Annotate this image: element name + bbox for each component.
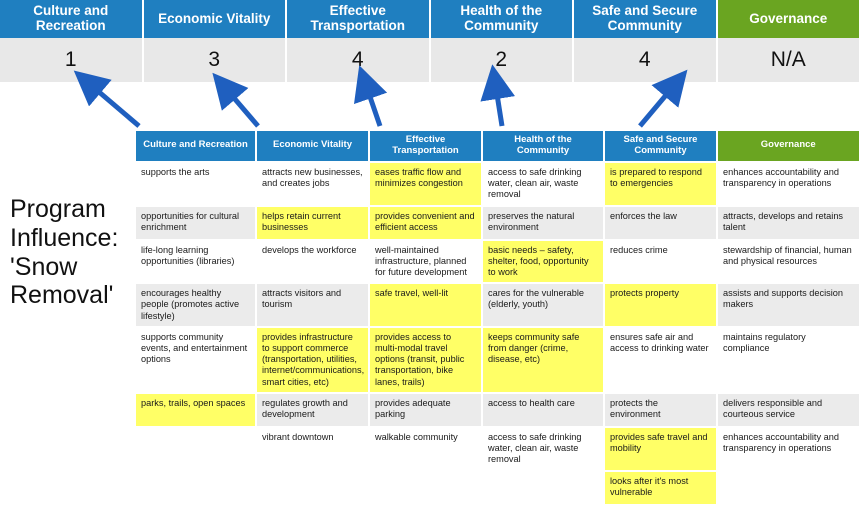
matrix-cell: enforces the law bbox=[604, 206, 717, 240]
matrix-header-governance: Governance bbox=[717, 131, 859, 162]
matrix-cell: life-long learning opportunities (libraries) bbox=[136, 240, 256, 284]
table-row bbox=[136, 327, 859, 393]
matrix-cell: develops the workforce bbox=[256, 240, 369, 284]
program-influence-line-4: Removal' bbox=[10, 281, 114, 310]
table-row bbox=[136, 393, 859, 427]
matrix-cell: regulates growth and development bbox=[256, 393, 369, 427]
matrix-cell: opportunities for cultural enrichment bbox=[136, 206, 256, 240]
matrix-cell: keeps community safe from danger (crime, disease, etc) bbox=[482, 327, 604, 393]
scorecard-header-row bbox=[0, 0, 859, 38]
matrix-cell: encourages healthy people (promotes active lifestyle) bbox=[136, 283, 256, 327]
matrix-cell bbox=[136, 427, 256, 471]
matrix-cell: reduces crime bbox=[604, 240, 717, 284]
arrow-health-of-the-community bbox=[496, 88, 502, 126]
score-economic-vitality: 3 bbox=[144, 38, 288, 82]
matrix-cell bbox=[136, 471, 256, 505]
program-influence-line-1: Program bbox=[10, 195, 106, 223]
matrix-cell: parks, trails, open spaces bbox=[136, 393, 256, 427]
matrix-cell: vibrant downtown bbox=[256, 427, 369, 471]
scorecard-strip bbox=[0, 0, 859, 82]
program-influence-line-2: Influence: bbox=[10, 223, 119, 252]
matrix-cell: enhances accountability and transparency in operations bbox=[717, 162, 859, 206]
influence-matrix-table bbox=[136, 131, 860, 506]
matrix-header-health-of-the-community: Health of the Community bbox=[482, 131, 604, 162]
matrix-cell: enhances accountability and transparency in operations bbox=[717, 427, 859, 471]
matrix-body bbox=[136, 162, 859, 505]
score-safe-and-secure-community: 4 bbox=[574, 38, 718, 82]
matrix-cell bbox=[256, 471, 369, 505]
arrow-safe-and-secure-community bbox=[640, 88, 672, 126]
matrix-header-effective-transportation: Effective Transportation bbox=[369, 131, 482, 162]
matrix-cell: attracts, develops and retains talent bbox=[717, 206, 859, 240]
scorecard-header-culture-and-recreation: Culture and Recreation bbox=[0, 0, 144, 38]
scorecard-header-effective-transportation: Effective Transportation bbox=[287, 0, 431, 38]
program-influence-label bbox=[10, 195, 135, 310]
matrix-cell: assists and supports decision makers bbox=[717, 283, 859, 327]
table-row bbox=[136, 206, 859, 240]
matrix-cell: looks after it's most vulnerable bbox=[604, 471, 717, 505]
scorecard-score-row bbox=[0, 38, 859, 82]
matrix-header-safe-and-secure-community: Safe and Secure Community bbox=[604, 131, 717, 162]
scorecard-header-health-of-the-community: Health of the Community bbox=[431, 0, 575, 38]
matrix-cell: well-maintained infrastructure, planned for future development bbox=[369, 240, 482, 284]
matrix-cell: provides access to multi-modal travel options (transit, public transportation, bike lanes, trails) bbox=[369, 327, 482, 393]
matrix-cell: basic needs – safety, shelter, food, opportunity to work bbox=[482, 240, 604, 284]
matrix-cell: safe travel, well-lit bbox=[369, 283, 482, 327]
matrix-cell bbox=[717, 471, 859, 505]
score-health-of-the-community: 2 bbox=[431, 38, 575, 82]
matrix-cell: helps retain current businesses bbox=[256, 206, 369, 240]
score-effective-transportation: 4 bbox=[287, 38, 431, 82]
program-influence-line-3: 'Snow bbox=[10, 252, 78, 281]
matrix-cell: provides safe travel and mobility bbox=[604, 427, 717, 471]
arrow-effective-transportation bbox=[367, 88, 380, 126]
table-row bbox=[136, 471, 859, 505]
matrix-cell: access to safe drinking water, clean air, waste removal bbox=[482, 162, 604, 206]
table-row bbox=[136, 427, 859, 471]
arrow-economic-vitality bbox=[228, 91, 258, 126]
scorecard-header-governance: Governance bbox=[718, 0, 860, 38]
score-culture-and-recreation: 1 bbox=[0, 38, 144, 82]
matrix-cell: cares for the vulnerable (elderly, youth) bbox=[482, 283, 604, 327]
matrix-cell: protects the environment bbox=[604, 393, 717, 427]
matrix-cell: stewardship of financial, human and physical resources bbox=[717, 240, 859, 284]
table-row bbox=[136, 283, 859, 327]
matrix-cell: maintains regulatory compliance bbox=[717, 327, 859, 393]
matrix-cell: access to health care bbox=[482, 393, 604, 427]
matrix-cell: provides infrastructure to support commerce (transportation, utilities, internet/communications, smart cities, etc) bbox=[256, 327, 369, 393]
arrow-group bbox=[0, 78, 859, 133]
matrix-header-row bbox=[136, 131, 859, 162]
matrix-cell bbox=[482, 471, 604, 505]
matrix-header-culture-and-recreation: Culture and Recreation bbox=[136, 131, 256, 162]
matrix-header-economic-vitality: Economic Vitality bbox=[256, 131, 369, 162]
score-governance: N/A bbox=[770, 48, 806, 71]
scorecard-header-economic-vitality: Economic Vitality bbox=[144, 0, 288, 38]
matrix-cell: attracts new businesses, and creates jobs bbox=[256, 162, 369, 206]
matrix-cell: walkable community bbox=[369, 427, 482, 471]
matrix-cell: eases traffic flow and minimizes congestion bbox=[369, 162, 482, 206]
matrix-cell: protects property bbox=[604, 283, 717, 327]
table-row bbox=[136, 240, 859, 284]
influence-matrix bbox=[136, 131, 859, 506]
matrix-cell: ensures safe air and access to drinking water bbox=[604, 327, 717, 393]
matrix-cell: attracts visitors and tourism bbox=[256, 283, 369, 327]
matrix-cell: preserves the natural environment bbox=[482, 206, 604, 240]
matrix-cell: provides adequate parking bbox=[369, 393, 482, 427]
scorecard-header-safe-and-secure-community: Safe and Secure Community bbox=[574, 0, 718, 38]
matrix-cell: supports the arts bbox=[136, 162, 256, 206]
matrix-cell: access to safe drinking water, clean air, waste removal bbox=[482, 427, 604, 471]
arrow-culture-and-recreation bbox=[92, 86, 139, 126]
matrix-cell: delivers responsible and courteous service bbox=[717, 393, 859, 427]
matrix-cell: is prepared to respond to emergencies bbox=[604, 162, 717, 206]
matrix-cell bbox=[369, 471, 482, 505]
matrix-cell: supports community events, and entertainment options bbox=[136, 327, 256, 393]
table-row bbox=[136, 162, 859, 206]
matrix-cell: provides convenient and efficient access bbox=[369, 206, 482, 240]
